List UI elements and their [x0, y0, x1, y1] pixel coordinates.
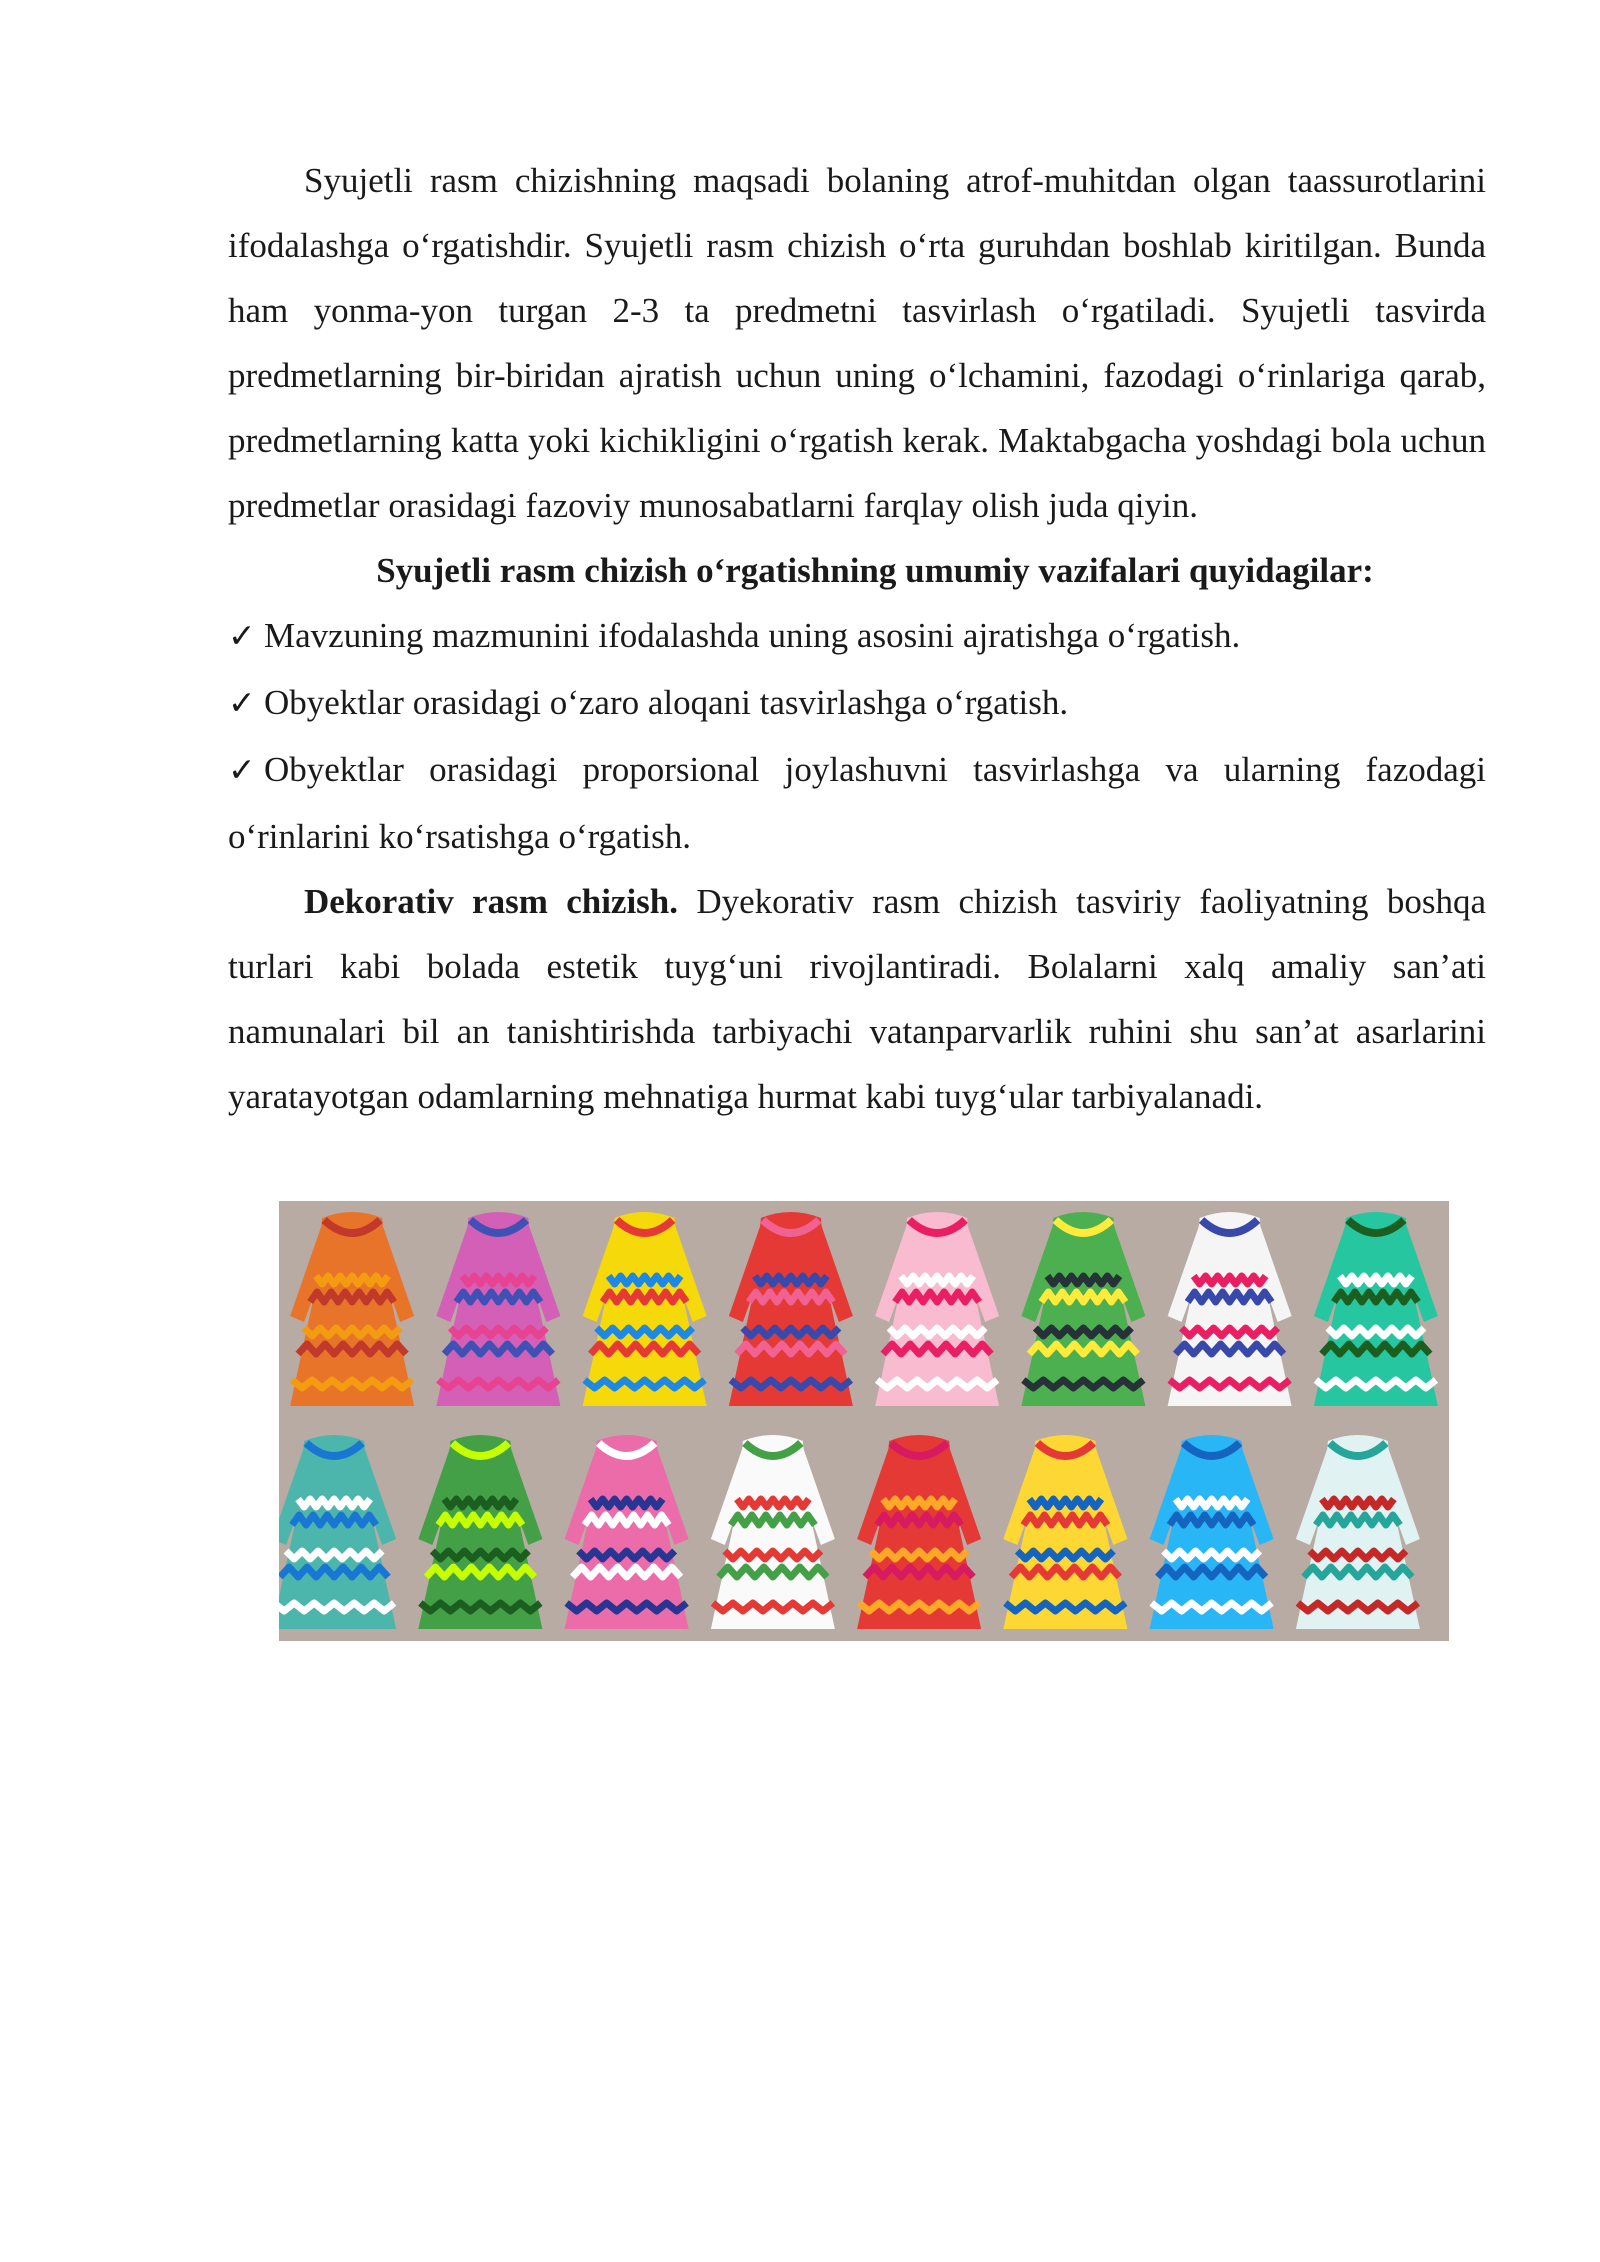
list-item-text: Obyektlar orasidagi proporsional joylashuvni tasvirlashga va ularning fazodagi o‘rinlarini ko‘rsatishga o‘rgatish.: [228, 750, 1486, 856]
paragraph-lead-bold: Dekorativ rasm chizish.: [304, 882, 679, 921]
dress-drawing: [875, 1212, 999, 1406]
dress-drawing: [1150, 1435, 1274, 1629]
dress-drawing: [418, 1435, 542, 1629]
dress-drawing: [290, 1212, 414, 1406]
paragraph-body: Dyekorativ rasm chizish tasviriy faoliyatning boshqa turlari kabi bolada estetik tuyg‘uni rivojlantiradi. Bolalarni xalq amaliy san’ati namunalari bil an tanishtirishda tarbiyachi vatanparvarlik ruhini shu san’at asarlarini yaratayotgan odamlarning mehnatiga hurmat kabi tuyg‘ular tarbiyalanadi.: [228, 882, 1486, 1116]
section-heading-tasks: Syujetli rasm chizish o‘rgatishning umumiy vazifalari quyidagilar:: [376, 551, 1374, 590]
dress-drawing: [711, 1435, 835, 1629]
checkmark-icon: ✓: [228, 753, 256, 789]
dress-drawing: [729, 1212, 853, 1406]
dress-drawing: [1296, 1435, 1420, 1629]
dress-drawing: [1003, 1435, 1127, 1629]
document-page: [228, 148, 1486, 1129]
dress-drawing: [1314, 1212, 1438, 1406]
dress-drawing: [436, 1212, 560, 1406]
dress-drawing: [583, 1212, 707, 1406]
dress-drawing: [279, 1435, 396, 1629]
paragraph-dekorativ: [228, 869, 1486, 1129]
decorative-dresses-photo: [279, 1201, 1449, 1641]
paragraph-syujetli-intro: Syujetli rasm chizishning maqsadi bolaning atrof-muhitdan olgan taassurotlarini ifodalashga o‘rgatishdir. Syujetli rasm chizish o‘rta guruhdan boshlab kiritilgan. Bunda ham yonma-yon turgan 2-3 ta predmetni tasvirlash o‘rgatiladi. Syujetli tasvirda predmetlarning bir-biridan ajratish uchun uning o‘lchamini, fazodagi o‘rinlariga qarab, predmetlarning katta yoki kichikligini o‘rgatish kerak. Maktabgacha yoshdagi bola uchun predmetlar orasidagi fazoviy munosabatlarni farqlay olish juda qiyin.: [228, 161, 1486, 525]
list-item-text: Mavzuning mazmunini ifodalashda uning asosini ajratishga o‘rgatish.: [264, 616, 1241, 655]
dress-drawing: [1021, 1212, 1145, 1406]
task-list: [228, 603, 1486, 869]
dress-drawing: [857, 1435, 981, 1629]
checkmark-icon: ✓: [228, 619, 256, 655]
checkmark-icon: ✓: [228, 686, 256, 722]
list-item: [228, 670, 1486, 737]
list-item-text: Obyektlar orasidagi o‘zaro aloqani tasvirlashga o‘rgatish.: [264, 683, 1069, 722]
dress-drawing: [565, 1435, 689, 1629]
list-item: [228, 737, 1486, 869]
list-item: [228, 603, 1486, 670]
dress-drawing: [1168, 1212, 1292, 1406]
dresses-illustration: [279, 1201, 1449, 1641]
